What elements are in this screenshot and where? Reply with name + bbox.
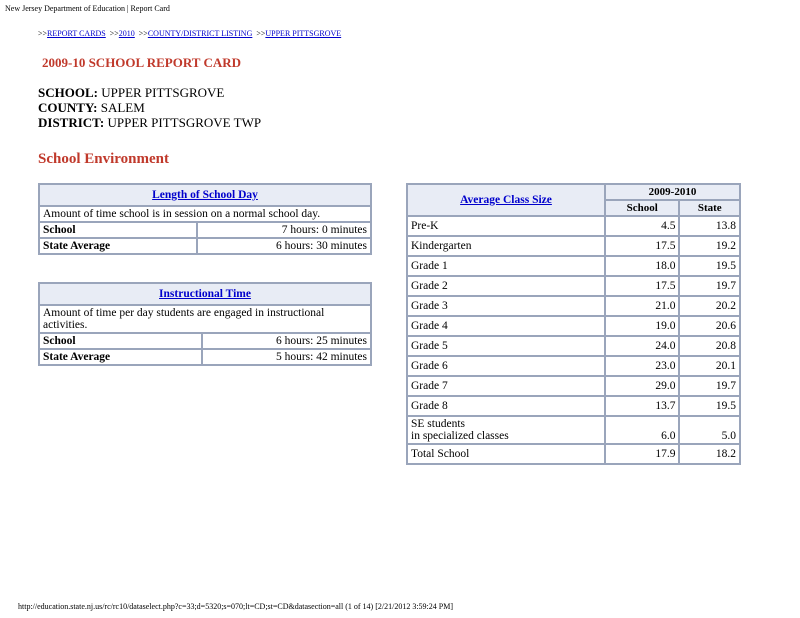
table-row: Grade 2 17.5 19.7 (407, 276, 740, 296)
table-row: Grade 6 23.0 20.1 (407, 356, 740, 376)
school-column-header: School (605, 200, 679, 216)
section-title: School Environment (38, 151, 169, 167)
length-of-day-table (38, 183, 372, 255)
class-size-table (406, 183, 741, 465)
table-row: SE students in specialized classes 6.0 5.0 (407, 416, 740, 444)
breadcrumb-county-district-listing[interactable]: COUNTY/DISTRICT LISTING (147, 29, 253, 38)
county-name: SALEM (100, 100, 145, 115)
breadcrumb-upper-pittsgrove[interactable]: UPPER PITTSGROVE (265, 29, 342, 38)
length-of-day-link[interactable]: Length of School Day (152, 189, 258, 201)
table-row: Grade 8 13.7 19.5 (407, 396, 740, 416)
breadcrumb-2010[interactable]: 2010 (118, 29, 135, 38)
table-row: Total School 17.9 18.2 (407, 444, 740, 464)
table-row: Grade 7 29.0 19.7 (407, 376, 740, 396)
table-row: Grade 1 18.0 19.5 (407, 256, 740, 276)
school-name: UPPER PITTSGROVE (101, 85, 225, 100)
breadcrumb: >>REPORT CARDS >>2010 >>COUNTY/DISTRICT LISTING >>UPPER PITTSGROVE (38, 29, 342, 38)
table-row: School 6 hours: 25 minutes (39, 333, 371, 349)
year-header: 2009-2010 (605, 184, 740, 200)
table-row: Kindergarten 17.5 19.2 (407, 236, 740, 256)
instructional-time-table (38, 282, 372, 366)
school-info: SCHOOL: UPPER PITTSGROVE COUNTY: SALEM DISTRICT: UPPER PITTSGROVE TWP (38, 85, 262, 130)
class-size-link[interactable]: Average Class Size (460, 194, 552, 206)
instructional-time-description: Amount of time per day students are engaged in instructional activities. (39, 305, 371, 333)
table-row: School 7 hours: 0 minutes (39, 222, 371, 238)
length-of-day-description: Amount of time school is in session on a normal school day. (39, 206, 371, 222)
print-footer: http://education.state.nj.us/rc/rc10/dataselect.php?c=33;d=5320;s=070;lt=CD;st=CD&datasection=all (1 of 14) [2/21/2012 3:59:24 PM] (18, 602, 453, 611)
breadcrumb-report-cards[interactable]: REPORT CARDS (47, 29, 106, 38)
table-row: Grade 5 24.0 20.8 (407, 336, 740, 356)
table-row: State Average 6 hours: 30 minutes (39, 238, 371, 254)
instructional-time-link[interactable]: Instructional Time (159, 288, 251, 300)
table-row: Grade 3 21.0 20.2 (407, 296, 740, 316)
report-title: 2009-10 SCHOOL REPORT CARD (42, 55, 242, 70)
print-header: New Jersey Department of Education | Report Card (5, 4, 170, 13)
district-name: UPPER PITTSGROVE TWP (107, 115, 262, 130)
state-column-header: State (679, 200, 740, 216)
table-row: Pre-K 4.5 13.8 (407, 216, 740, 236)
table-row: Grade 4 19.0 20.6 (407, 316, 740, 336)
table-row: State Average 5 hours: 42 minutes (39, 349, 371, 365)
